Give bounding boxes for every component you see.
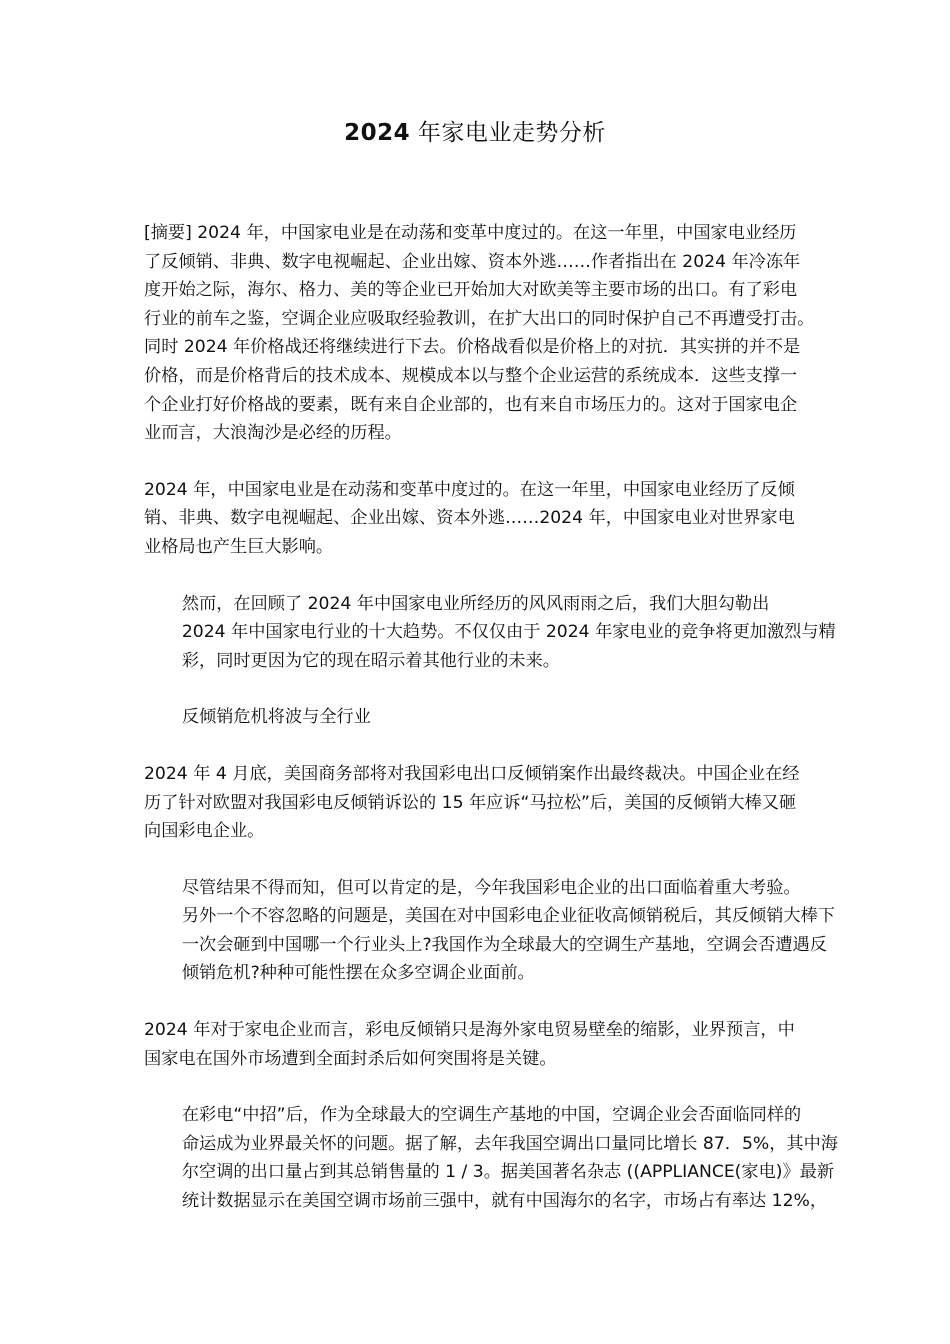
text-line: 统计数据显示在美国空调市场前三强中，就有中国海尔的名字，市场占有率达 12%，: [181, 1191, 828, 1212]
text-line: 销、非典、数字电视崛起、企业出嫁、资本外逃……2024 年，中国家电业对世界家电: [144, 508, 795, 529]
text-line: 价格，而是价格背后的技术成本、规模成本以与整个企业运营的系统成本．这些支撑一: [144, 365, 798, 386]
text-line: 行业的前车之鉴，空调企业应吸取经验教训，在扩大出口的同时保护自己不再遭受打击。: [144, 308, 815, 329]
title-text: 年家电业走势分析: [417, 120, 606, 146]
text-line: 倾销危机?种种可能性摆在众多空调企业面前。: [181, 963, 535, 984]
paragraph: [144, 874, 876, 988]
document-body: [144, 219, 876, 1244]
text-line: 2024 年中国家电行业的十大趋势。不仅仅由于 2024 年家电业的竞争将更加激烈与精: [181, 622, 836, 643]
document-title: [0, 116, 950, 150]
text-line: 然而，在回顾了 2024 年中国家电业所经历的风风雨雨之后，我们大胆勾勒出: [181, 593, 770, 614]
paragraph: [144, 219, 876, 448]
text-line: 2024 年对于家电企业而言，彩电反倾销只是海外家电贸易壁垒的缩影，业界预言，中: [144, 1020, 795, 1041]
paragraph: [144, 1016, 876, 1073]
paragraph: [144, 476, 876, 562]
text-line: 向国彩电企业。: [144, 821, 265, 842]
text-line: 度开始之际，海尔、格力、美的等企业已开始加大对欧美等主要市场的出口。有了彩电: [144, 280, 798, 301]
text-line: 2024 年，中国家电业是在动荡和变革中度过的。在这一年里，中国家电业经历了反倾: [144, 479, 795, 500]
text-line: 业而言，大浪淘沙是必经的历程。: [144, 423, 402, 444]
text-line: 命运成为业界最关怀的问题。据了解，去年我国空调出口量同比增长 87．5%，其中海: [181, 1133, 838, 1154]
text-line: [摘要] 2024 年，中国家电业是在动荡和变革中度过的。在这一年里，中国家电业经历: [144, 223, 797, 243]
text-line: 彩，同时更因为它的现在昭示着其他行业的未来。: [181, 650, 560, 671]
paragraph: [144, 703, 876, 732]
text-line: 2024 年 4 月底，美国商务部将对我国彩电出口反倾销案作出最终裁决。中国企业在经: [144, 763, 800, 784]
text-line: 一次会砸到中国哪一个行业头上?我国作为全球最大的空调生产基地，空调会否遭遇反: [181, 934, 827, 955]
text-line: 反倾销危机将波与全行业: [181, 707, 371, 728]
paragraph: [144, 760, 876, 846]
text-line: 个企业打好价格战的要素，既有来自企业部的，也有来自市场压力的。这对于国家电企: [144, 394, 798, 415]
paragraph: [144, 590, 876, 676]
text-line: 尽管结果不得而知，但可以肯定的是，今年我国彩电企业的出口面临着重大考验。: [181, 877, 801, 898]
text-line: 尔空调的出口量占到其总销售量的 1 / 3。据美国著名杂志 ((APPLIANCE(家电)》最新: [181, 1162, 835, 1183]
text-line: 另外一个不容忽略的问题是，美国在对中国彩电企业征收高倾销税后，其反倾销大棒下: [181, 906, 835, 927]
text-line: 了反倾销、非典、数字电视崛起、企业出嫁、资本外逃……作者指出在 2024 年冷冻年: [144, 251, 801, 272]
paragraph: [144, 1101, 876, 1215]
text-line: 国家电在国外市场遭到全面封杀后如何突围将是关键。: [144, 1048, 557, 1069]
text-line: 在彩电“中招”后，作为全球最大的空调生产基地的中国，空调企业会否面临同样的: [181, 1105, 802, 1126]
text-line: 历了针对欧盟对我国彩电反倾销诉讼的 15 年应诉“马拉松”后，美国的反倾销大棒又砸: [144, 792, 797, 813]
text-line: 业格局也产生巨大影响。: [144, 536, 334, 557]
title-year: 2024: [344, 120, 411, 146]
text-line: 同时 2024 年价格战还将继续进行下去。价格战看似是价格上的对抗．其实拼的并不是: [144, 337, 801, 358]
